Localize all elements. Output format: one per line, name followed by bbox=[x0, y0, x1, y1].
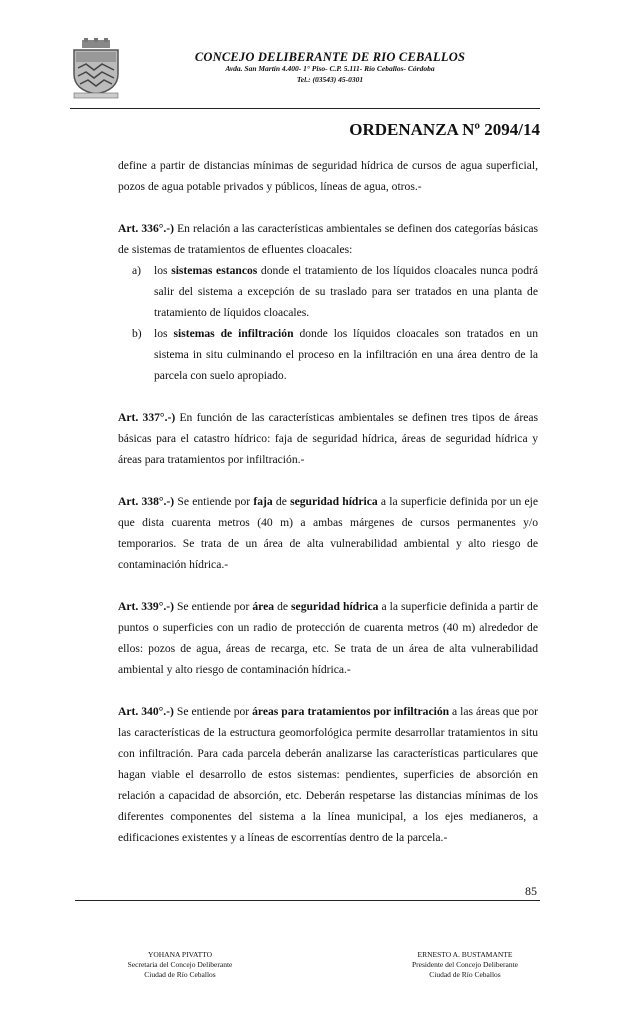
document-body bbox=[118, 155, 538, 848]
article-label: Art. 338°.-) bbox=[118, 495, 175, 508]
signatory-role: Presidente del Concejo Deliberante bbox=[411, 960, 518, 969]
list-item: a) los sistemas estancos donde el tratamiento de los líquidos cloacales nunca podrá salir del sistema a excepción de su traslado para ser tratados en una planta de tratamiento de líquidos cloacales. bbox=[118, 260, 538, 323]
article-label: Art. 336°.-) bbox=[118, 222, 174, 235]
list-marker: b) bbox=[132, 327, 142, 340]
article-label: Art. 339°.-) bbox=[118, 600, 174, 613]
page-number: 85 bbox=[525, 884, 537, 898]
signatory-place: Ciudad de Río Ceballos bbox=[429, 970, 501, 979]
list-marker: a) bbox=[132, 264, 142, 277]
article-339: Art. 339°.-) Se entiende por área de seguridad hídrica a la superficie definida a partir de puntos o superficies con un radio de protección de cuarenta metros (40 m) alrededor de ellos: pozos de agua, áreas de recarga, etc. Se trata de un área de alta vulnerabilidad ambiental y alto riesgo de contaminación hídrica.- bbox=[118, 600, 538, 676]
footer-divider bbox=[75, 900, 540, 901]
signatory-place: Ciudad de Río Ceballos bbox=[144, 970, 216, 979]
signature-block-left bbox=[95, 950, 265, 980]
council-address: Avda. San Martín 4.400- 1° Piso- C.P. 5.111- Río Ceballos- Córdoba bbox=[225, 64, 435, 73]
article-label: Art. 337°.-) bbox=[118, 411, 176, 424]
header-divider bbox=[70, 108, 540, 109]
paragraph-continuation: define a partir de distancias mínimas de seguridad hídrica de cursos de agua superficial, pozos de agua potable privados y públicos, líneas de agua, otros.- bbox=[118, 159, 538, 193]
signatory-role: Secretaria del Concejo Deliberante bbox=[127, 960, 233, 969]
article-label: Art. 340°.-) bbox=[118, 705, 174, 718]
article-336: Art. 336°.-) En relación a las características ambientales se definen dos categorías básicas de sistemas de tratamientos de efluentes cloacales: bbox=[118, 222, 539, 256]
article-340: Art. 340°.-) Se entiende por áreas para tratamientos por infiltración a las áreas que por las características de la estructura geomorfológica permite desarrollar tratamientos in situ con infiltración. Para cada parcela deberán analizarse las características particulares que hagan viable el desarrollo de estos sistemas: pendientes, superficies de absorción en relación a capacidad de absorción, etc. Deberán respetarse las distancias mínimas de los diferentes componentes del sistema a la línea municipal, a los ejes medianeros, a edificaciones existentes y a líneas de escorrentías dentro de la parcela.- bbox=[118, 705, 538, 844]
article-337: Art. 337°.-) En función de las características ambientales se definen tres tipos de áreas básicas para el catastro hídrico: faja de seguridad hídrica, áreas de seguridad hídrica y áreas para tratamientos por infiltración.- bbox=[118, 411, 538, 466]
ordinance-number: ORDENANZA Nº 2094/14 bbox=[349, 120, 540, 139]
signatory-name: ERNESTO A. BUSTAMANTE bbox=[417, 950, 513, 959]
signatory-name: YOHANA PIVATTO bbox=[147, 950, 213, 959]
letterhead bbox=[150, 52, 510, 85]
article-338: Art. 338°.-) Se entiende por faja de seguridad hídrica a la superficie definida por un eje que dista cuarenta metros (40 m) a ambas márgenes de cursos permanentes y/o temporarios. Se trata de un área de alta vulnerabilidad ambiental y alto riesgo de contaminación hídrica.- bbox=[118, 495, 538, 571]
municipal-crest-logo bbox=[70, 38, 122, 100]
list-item: b) los sistemas de infiltración donde los líquidos cloacales son tratados en un sistema in situ culminando el proceso en la infiltración en una área dentro de la parcela con suelo apropiado. bbox=[118, 323, 538, 386]
council-phone: Tel.: (03543) 45-0301 bbox=[296, 75, 364, 84]
council-name: CONCEJO DELIBERANTE DE RIO CEBALLOS bbox=[194, 50, 466, 64]
signature-block-right bbox=[380, 950, 550, 980]
